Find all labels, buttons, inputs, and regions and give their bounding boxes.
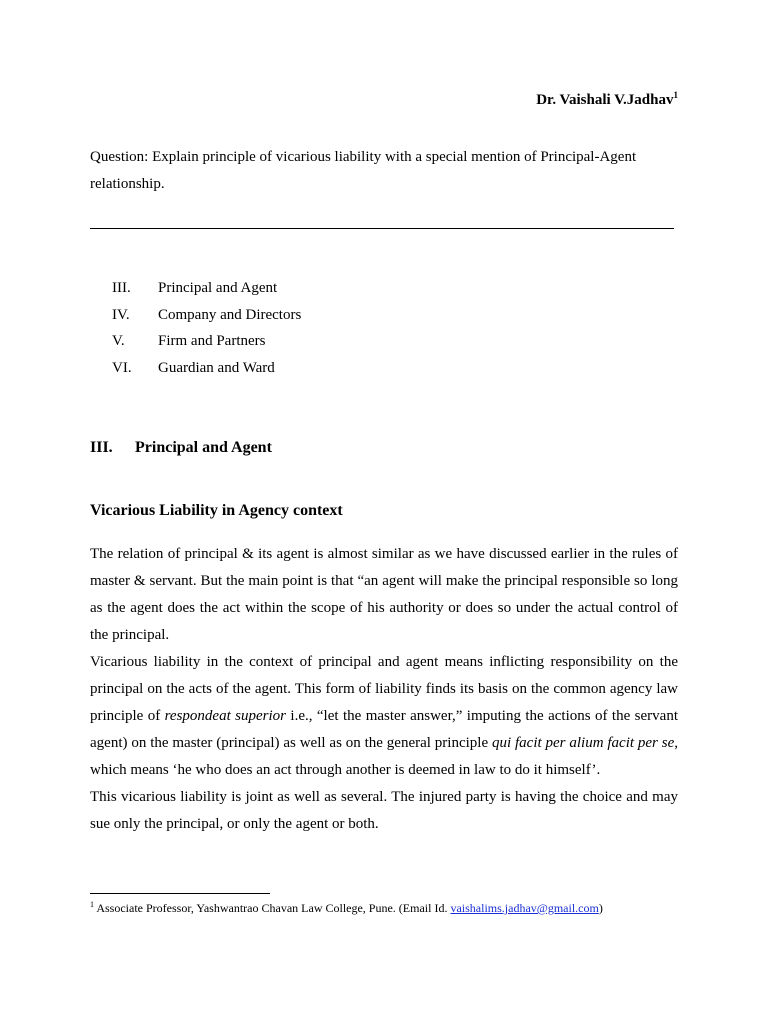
latin-term-respondeat: respondeat superior bbox=[164, 708, 286, 724]
list-item-number: IV. bbox=[112, 306, 130, 323]
paragraph-1: The relation of principal & its agent is almost similar as we have discussed earlier in the rules of master & servant. But the main point is that “an agent will make the principal responsible so long as the agent does the act within the scope of his authority or does so under the actual control of the principal. bbox=[90, 546, 678, 643]
list-item-number: III. bbox=[112, 280, 131, 296]
list-item-label: Company and Directors bbox=[158, 306, 302, 323]
author-name-text: Dr. Vaishali V.Jadhav bbox=[536, 92, 674, 108]
section-number: III. bbox=[90, 439, 113, 456]
list-item bbox=[112, 304, 301, 331]
footnote-separator bbox=[90, 893, 270, 894]
list-item-label: Guardian and Ward bbox=[158, 359, 275, 376]
author-name bbox=[536, 92, 678, 109]
paragraph-2-part-c: , which means ‘he who does an act through another is deemed in law to do it himself’. bbox=[90, 735, 679, 778]
paragraph-2 bbox=[90, 649, 678, 784]
list-item-number: V. bbox=[112, 333, 125, 349]
question-text: Question: Explain principle of vicarious liability with a special mention of Principal-Agent relationship. bbox=[90, 149, 637, 192]
list-item bbox=[112, 277, 301, 304]
section-heading bbox=[90, 439, 272, 457]
email-link[interactable]: vaishalims.jadhav@gmail.com bbox=[450, 901, 599, 915]
list-item-label: Firm and Partners bbox=[158, 333, 266, 349]
paragraph-3: This vicarious liability is joint as well as several. The injured party is having the choice and may sue only the principal, or only the agent or both. bbox=[90, 789, 678, 832]
footnote-close: ) bbox=[598, 901, 603, 915]
footnote-text: Associate Professor, Yashwantrao Chavan Law College, Pune. (Email Id. bbox=[94, 901, 451, 915]
list-item-label: Principal and Agent bbox=[158, 280, 278, 296]
separator-line bbox=[90, 228, 674, 229]
paragraph-2-part-b: i.e., “let the master answer,” imputing the actions of the servant agent) on the master (principal) as well as on the general principle bbox=[90, 708, 678, 751]
paragraph-2-part-a: Vicarious liability in the context of principal and agent means inflicting responsibility on the principal on the acts of the agent. This form of liability finds its basis on the common agency law principle of bbox=[90, 654, 678, 724]
footnote-number: 1 bbox=[90, 900, 94, 909]
list-item-number: VI. bbox=[112, 359, 132, 376]
latin-term-qui-facit: qui facit per alium facit per se bbox=[491, 735, 675, 751]
topic-list bbox=[112, 277, 301, 383]
author-footnote-ref[interactable]: 1 bbox=[673, 90, 678, 100]
body-text bbox=[90, 541, 678, 838]
section-title: Principal and Agent bbox=[135, 439, 272, 456]
footnote bbox=[90, 899, 603, 917]
subsection-heading: Vicarious Liability in Agency context bbox=[90, 502, 343, 519]
list-item bbox=[112, 330, 301, 357]
list-item bbox=[112, 357, 301, 384]
